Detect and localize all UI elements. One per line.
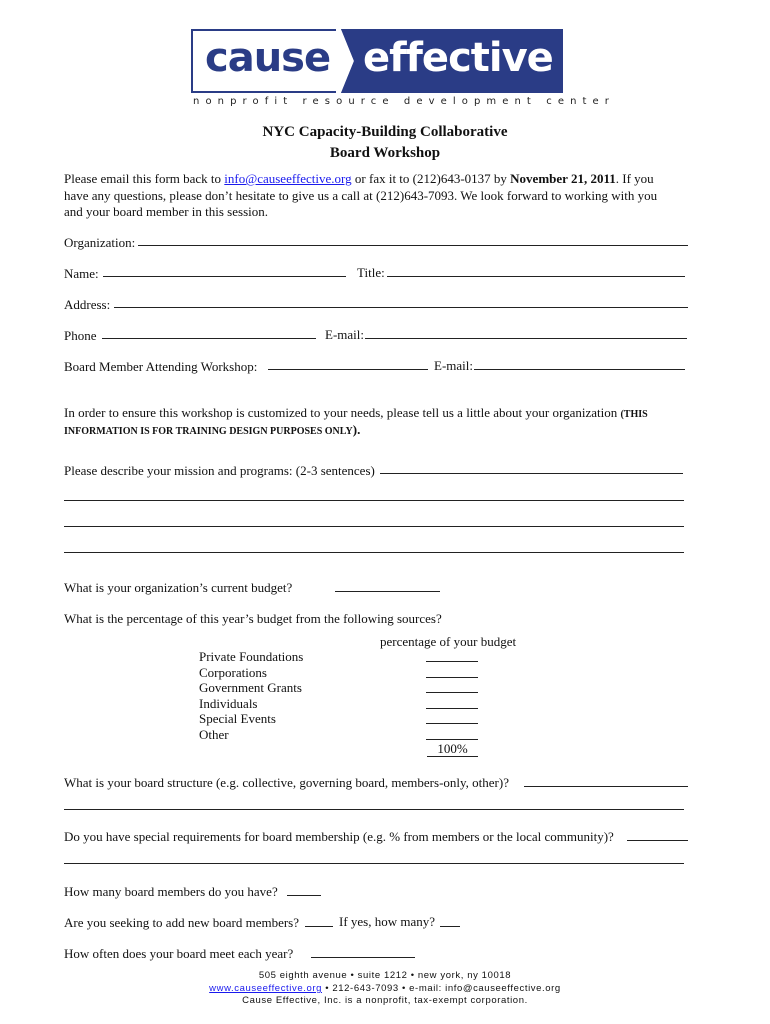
organization-field[interactable] — [138, 245, 688, 246]
mission-answer-line[interactable] — [380, 473, 683, 474]
phone-field[interactable] — [102, 338, 316, 339]
how-many-answer-field[interactable] — [287, 895, 321, 896]
source-label-private-foundations: Private Foundations — [199, 649, 304, 664]
source-percentage-field[interactable] — [426, 723, 478, 724]
document-subtitle: Board Workshop — [329, 145, 441, 161]
intro-text: or fax it to (212)643-0137 by — [351, 171, 511, 186]
document-title: NYC Capacity-Building Collaborative — [262, 124, 508, 140]
source-percentage-field[interactable] — [426, 692, 478, 693]
cause-effective-logo — [191, 29, 563, 94]
special-requirements-answer-line[interactable] — [627, 840, 688, 841]
seeking-question: Are you seeking to add new board members? — [64, 915, 300, 930]
source-label-individuals: Individuals — [199, 696, 258, 711]
email-label: E-mail: — [325, 327, 364, 342]
phone-label: Phone — [64, 328, 97, 343]
board-member-email-field[interactable] — [474, 369, 685, 370]
website-link[interactable]: www.causeeffective.org — [209, 983, 322, 994]
percentage-question: What is the percentage of this year’s budget from the following sources? — [64, 611, 442, 626]
logo-word-cause: cause — [205, 35, 331, 81]
source-label-other: Other — [199, 727, 229, 742]
intro-line-1 — [64, 170, 654, 187]
budget-total: 100% — [427, 742, 478, 757]
budget-question: What is your organization’s current budget? — [64, 580, 293, 595]
how-often-question: How often does your board meet each year? — [64, 946, 294, 961]
if-yes-answer-field[interactable] — [440, 926, 460, 927]
customize-caps: INFORMATION IS FOR TRAINING DESIGN PURPOSES ONLY — [64, 426, 353, 437]
source-percentage-field[interactable] — [426, 661, 478, 662]
intro-line-3: and your board member in this session. — [64, 204, 268, 219]
footer-address: 505 eighth avenue • suite 1212 • new york, ny 10018 — [258, 970, 512, 981]
source-percentage-field[interactable] — [426, 677, 478, 678]
intro-text: Please email this form back to — [64, 171, 225, 186]
title-label: Title: — [357, 265, 385, 280]
intro-text: . If you — [615, 171, 654, 186]
board-structure-answer-line[interactable] — [64, 809, 684, 810]
customize-note-line-2 — [64, 421, 360, 440]
if-yes-question: If yes, how many? — [339, 914, 436, 929]
special-requirements-answer-line[interactable] — [64, 863, 684, 864]
address-label: Address: — [64, 297, 111, 312]
deadline-date: November 21, 2011 — [510, 171, 616, 186]
how-often-answer-field[interactable] — [311, 957, 415, 958]
address-field[interactable] — [114, 307, 688, 308]
source-label-special-events: Special Events — [199, 711, 276, 726]
source-percentage-field[interactable] — [426, 739, 478, 740]
logo-chevron-icon — [336, 29, 356, 93]
how-many-question: How many board members do you have? — [64, 884, 278, 899]
name-field[interactable] — [103, 276, 346, 277]
mission-question: Please describe your mission and programs: (2-3 sentences) — [64, 463, 375, 478]
mission-answer-line[interactable] — [64, 500, 684, 501]
email-field[interactable] — [365, 338, 687, 339]
board-structure-answer-line[interactable] — [524, 786, 688, 787]
source-percentage-field[interactable] — [426, 708, 478, 709]
board-member-label: Board Member Attending Workshop: — [64, 359, 258, 374]
footer-contact — [0, 983, 770, 995]
customize-caps: (THIS — [620, 409, 648, 420]
source-label-government-grants: Government Grants — [199, 680, 302, 695]
logo-tagline: nonprofit resource development center — [193, 96, 615, 107]
board-member-email-label: E-mail: — [434, 358, 473, 373]
mission-answer-line[interactable] — [64, 526, 684, 527]
logo-word-effective: effective — [363, 35, 553, 81]
name-label: Name: — [64, 266, 99, 281]
organization-label: Organization: — [64, 235, 136, 250]
footer-legal: Cause Effective, Inc. is a nonprofit, tax-exempt corporation. — [242, 995, 528, 1006]
seeking-answer-field[interactable] — [305, 926, 333, 927]
customize-end: ). — [352, 422, 361, 437]
board-member-field[interactable] — [268, 369, 428, 370]
email-link[interactable]: info@causeeffective.org — [224, 171, 352, 186]
title-field[interactable] — [387, 276, 685, 277]
budget-table-header: percentage of your budget — [380, 634, 517, 649]
board-structure-question: What is your board structure (e.g. collective, governing board, members-only, other)? — [64, 775, 509, 790]
source-label-corporations: Corporations — [199, 665, 267, 680]
customize-text: In order to ensure this workshop is customized to your needs, please tell us a little about your organization — [64, 405, 621, 420]
special-requirements-question: Do you have special requirements for board membership (e.g. % from members or the local community)? — [64, 829, 614, 844]
budget-answer-field[interactable] — [335, 591, 440, 592]
footer-phone-email: • 212-643-7093 • e-mail: info@causeeffective.org — [322, 983, 561, 994]
intro-line-2: have any questions, please don’t hesitate to give us a call at (212)643-7093. We look forward to working with you — [64, 188, 658, 203]
mission-answer-line[interactable] — [64, 552, 684, 553]
